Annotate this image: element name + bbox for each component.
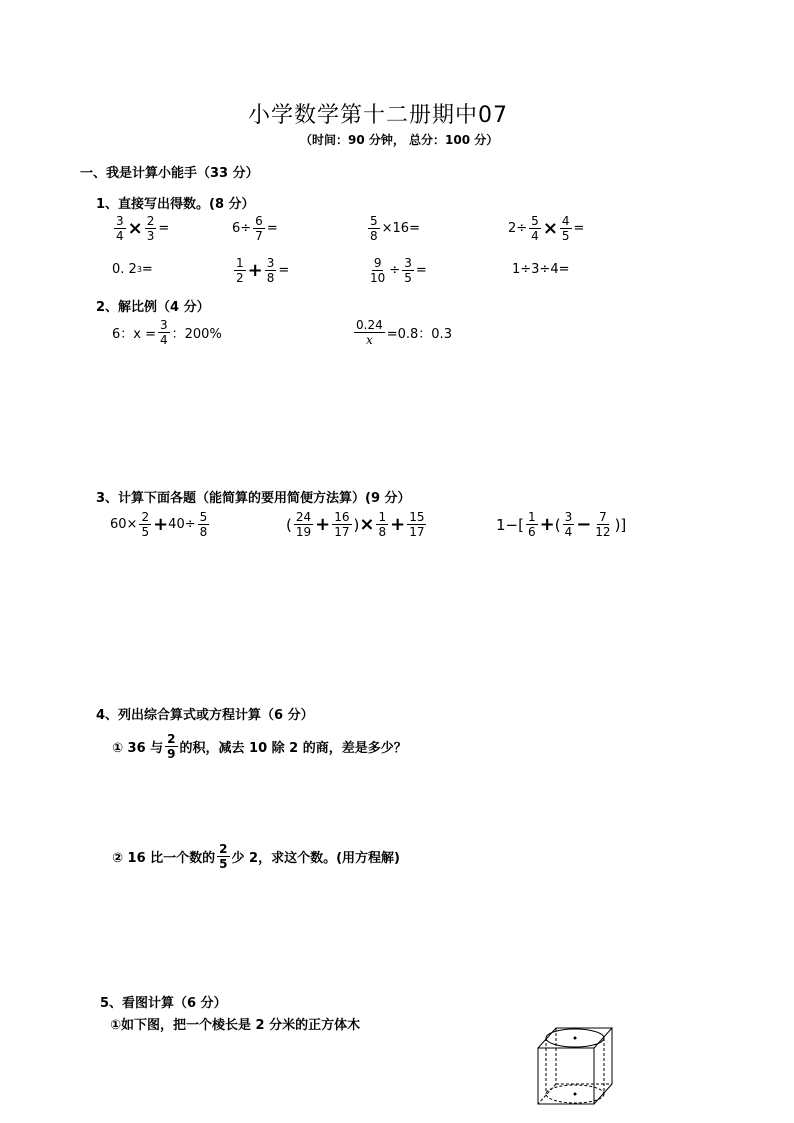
- q4-item-a: ① 36 与 $\frac{2}{9}$ 的积，减去 10 除 2 的商，差是多少？: [112, 732, 407, 761]
- fraction: $\frac{5}{8}$: [370, 214, 378, 243]
- q1-item-c: $\frac{5}{8}$ ×16=: [370, 214, 420, 243]
- fraction: $\frac{5}{8}$: [199, 510, 208, 539]
- fraction: $\frac{3}{4}$: [116, 214, 124, 243]
- fraction: $\frac{0.24}{x}$: [356, 318, 383, 347]
- fraction: $\frac{3}{5}$: [404, 256, 412, 285]
- q1-item-d: 2÷ $\frac{5}{4}$ × $\frac{4}{5}$ =: [508, 214, 585, 243]
- fraction: $\frac{7}{12}$: [595, 510, 611, 539]
- q1-item-h: 1÷3÷4=: [512, 262, 570, 277]
- section-heading: 一、我是计算小能手（33 分）: [80, 166, 259, 181]
- question-3-heading: 3、计算下面各题（能简算的要用简便方法算）(9 分）: [96, 491, 411, 506]
- fraction: $\frac{9}{10}$: [370, 256, 386, 285]
- question-5-heading: 5、看图计算（6 分）: [100, 996, 227, 1011]
- q3-item-b: ( $\frac{24}{19}$ + $\frac{16}{17}$ ) × $\frac{1}{8}$ + $\frac{15}{17}$: [286, 510, 425, 539]
- q1-item-e: 0. 2 3 =: [112, 262, 153, 277]
- question-4-heading: 4、列出综合算式或方程计算（6 分）: [96, 708, 314, 723]
- q2-item-b: $\frac{0.24}{x}$ =0.8：0.3: [356, 318, 452, 347]
- fraction: $\frac{3}{8}$: [266, 256, 275, 285]
- question-1-heading: 1、直接写出得数。(8 分）: [96, 197, 255, 212]
- fraction: $\frac{3}{4}$: [564, 510, 573, 539]
- fraction: $\frac{6}{7}$: [255, 214, 263, 243]
- fraction: $\frac{2}{5}$: [219, 842, 228, 871]
- fraction: $\frac{16}{17}$: [334, 510, 350, 539]
- q1-item-f: $\frac{1}{2}$ + $\frac{3}{8}$ =: [236, 256, 290, 285]
- fraction: $\frac{2}{5}$: [141, 510, 150, 539]
- fraction: $\frac{2}{3}$: [146, 214, 155, 243]
- q1-item-g: $\frac{9}{10}$ ÷ $\frac{3}{5}$ =: [370, 256, 427, 285]
- q3-item-a: 60× $\frac{2}{5}$ + 40÷ $\frac{5}{8}$: [110, 510, 208, 539]
- q2-item-a: 6：x = $\frac{3}{4}$ ：200%: [112, 318, 222, 347]
- q5-item-a: ①如下图，把一个棱长是 2 分米的正方体木: [110, 1018, 361, 1033]
- fraction: $\frac{4}{5}$: [561, 214, 570, 243]
- fraction: $\frac{1}{2}$: [236, 256, 244, 285]
- fraction: $\frac{15}{17}$: [409, 510, 425, 539]
- fraction: $\frac{24}{19}$: [295, 510, 312, 539]
- q3-item-c: 1−[ $\frac{1}{6}$ + ( $\frac{3}{4}$ − $\frac{7}{12}$ )]: [496, 510, 627, 539]
- fraction: $\frac{2}{9}$: [167, 732, 176, 761]
- q1-item-a: $\frac{3}{4}$ × $\frac{2}{3}$ =: [116, 214, 170, 243]
- q1-item-b: 6÷ $\frac{6}{7}$ =: [232, 214, 278, 243]
- page-title: 小学数学第十二册期中07: [248, 103, 508, 128]
- page-subtitle: （时间：90 分钟， 总分：100 分）: [300, 133, 499, 147]
- question-2-heading: 2、解比例（4 分）: [96, 300, 210, 315]
- fraction: $\frac{1}{8}$: [378, 510, 387, 539]
- fraction: $\frac{3}{4}$: [160, 318, 168, 347]
- fraction: $\frac{1}{6}$: [527, 510, 536, 539]
- cube-cylinder-figure: [530, 1020, 616, 1110]
- fraction: $\frac{5}{4}$: [531, 214, 539, 243]
- q4-item-b: ② 16 比一个数的 $\frac{2}{5}$ 少 2，求这个数。(用方程解): [112, 842, 400, 871]
